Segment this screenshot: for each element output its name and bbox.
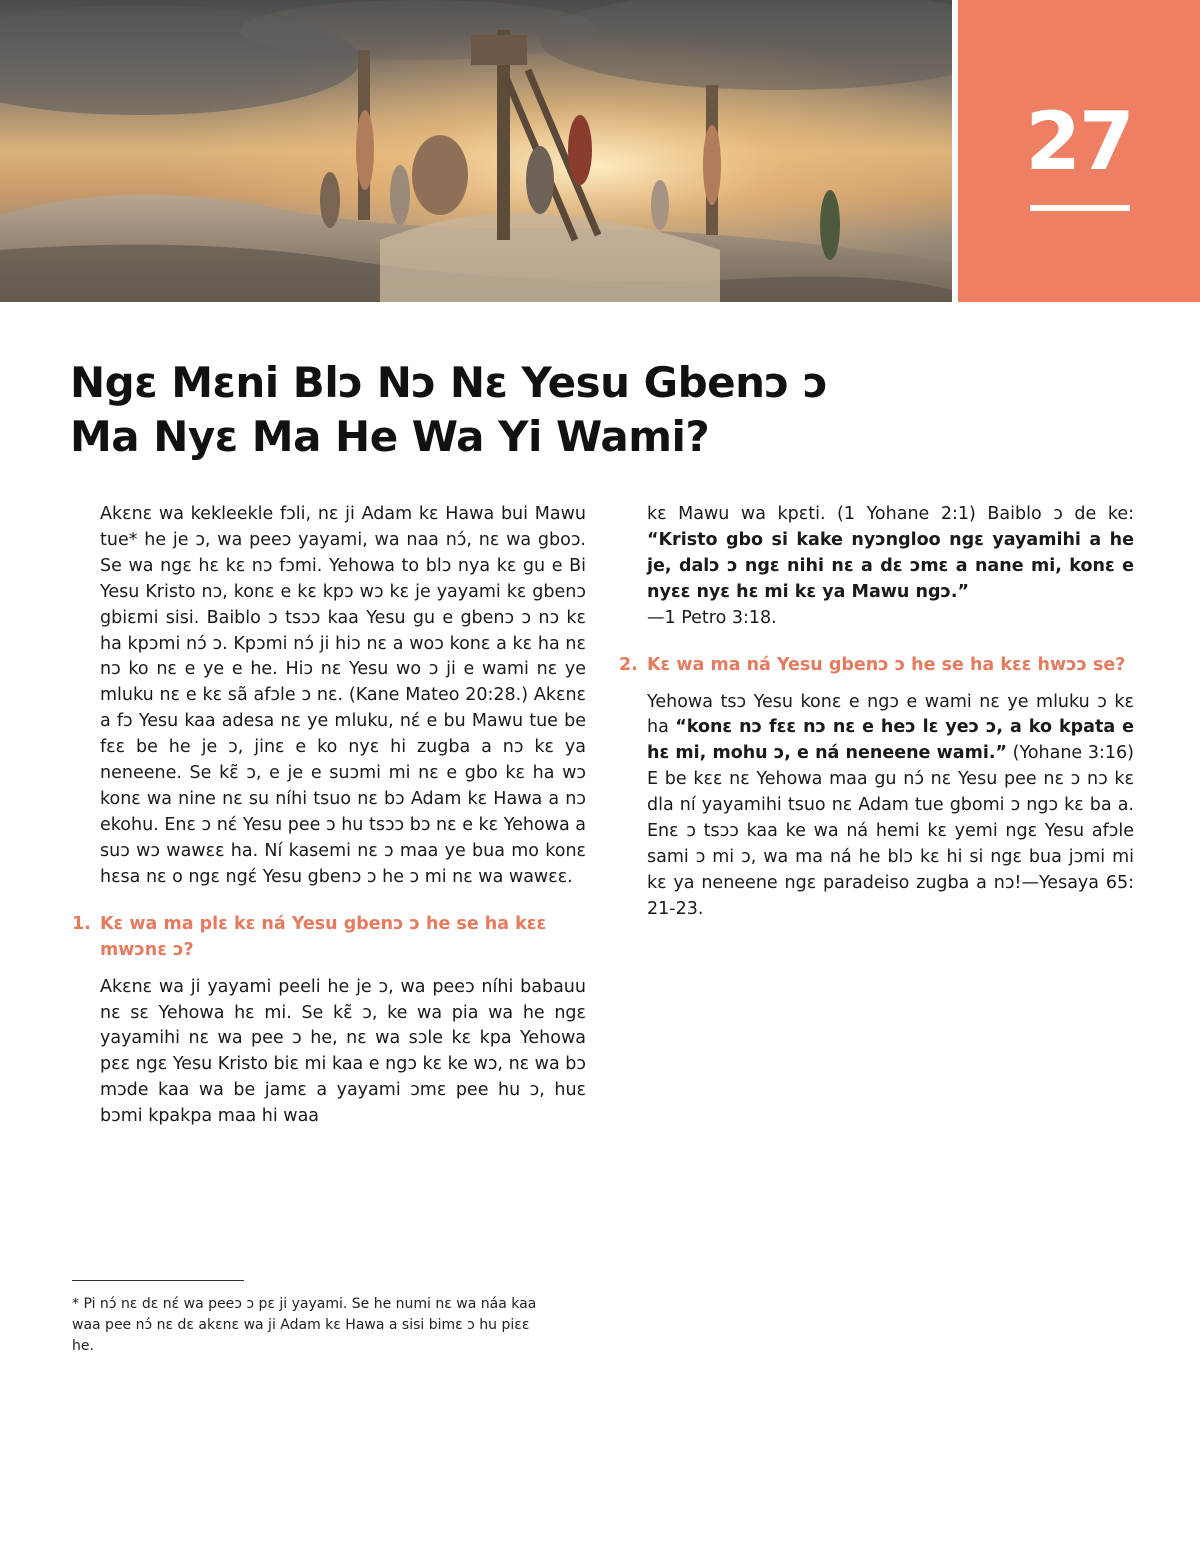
question-2-number: 2. [619, 654, 638, 675]
question-2-text: Kɛ wa ma ná Yesu gbenɔ ɔ he se ha kɛɛ hwɔɔ se? [647, 654, 1126, 675]
hero-image [0, 0, 952, 302]
crucifixion-scene-illustration [0, 0, 952, 302]
intro-paragraph [100, 502, 586, 891]
intro-text-part2: he je ɔ, wa peeɔ yayami, wa naa nɔ́, nɛ wa gboɔ. Se wa ngɛ hɛ kɛ nɔ fɔmi. Yehowa to blɔ nya kɛ gu e Bi Yesu Kristo nɔ, konɛ e kɛ kpɔ wɔ kɛ je yayami kɛ gbenɔ gbiɛmi sisi. Baiblo ɔ tsɔɔ kaa Yesu gu e gbenɔ ɔ nɔ kɛ ha kpɔmi nɔ́ ɔ. Kpɔmi nɔ́ ji hiɔ nɛ a woɔ konɛ a kɛ ha nɛ nɔ ko nɛ e ye e he. Hiɔ nɛ Yesu wo ɔ ji e wami nɛ ye mluku nɛ e kɛ sã afɔle ɔ nɛ. (Kane Mateo 20:28.) Akɛnɛ a fɔ Yesu kaa adesa nɛ ye mluku, nɛ́ e bu Mawu tue be fɛɛ be he je ɔ, jinɛ e ko nyɛ hi zugba a nɔ kɛ ya neneene. Se kɛ̃ ɔ, e je e suɔmi mi nɛ e gbo kɛ ha wɔ konɛ wa nine nɛ su níhi tsuo nɛ bɔ Adam kɛ Hawa a nɔ ekohu. Enɛ ɔ nɛ́ Yesu pee ɔ hu tsɔɔ bɔ nɛ e kɛ Yehowa a suɔ wɔ wawɛɛ ha. Ní kasemi nɛ ɔ maa ye bua mo konɛ hɛsa nɛ o ngɛ ngɛ́ Yesu gbenɔ ɔ he ɔ mi nɛ wa wawɛɛ. [100, 529, 586, 887]
scripture-quote-1: “Kristo gbo si kake nyɔngloo ngɛ yayamihi a he je, dalɔ ɔ ngɛ nihi nɛ a dɛ ɔmɛ a nane mi, konɛ e nyɛɛ nyɛ hɛ mi kɛ ya Mawu ngɔ.” [647, 529, 1134, 602]
question-2-heading [619, 652, 1134, 678]
page-title-line2: Ma Nyɛ Ma He Wa Yi Wami? [70, 412, 710, 461]
question-1-body: Akɛnɛ wa ji yayami peeli he je ɔ, wa peeɔ níhi babauu nɛ sɛ Yehowa hɛ mi. Se kɛ̃ ɔ, ke wa pia wa he ngɛ yayamihi nɛ wa pee ɔ he, nɛ wa sɔle kɛ kpa Yehowa pɛɛ ngɛ Yesu Kristo biɛ mi kaa e ngɔ kɛ ke wɔ, nɛ wa bɔ mɔde kaa wa be jamɛ a yayami ɔmɛ pee hu ɔ, huɛ bɔmi kpakpa maa hi waa [100, 976, 586, 1127]
question-2-body-pre: Yehowa tsɔ Yesu konɛ e ngɔ e wami nɛ ye mluku ɔ kɛ ha [647, 691, 1134, 738]
footnote-divider [72, 1280, 244, 1281]
lesson-number: 27 [1025, 95, 1133, 188]
scripture-quote-2: “konɛ nɔ fɛɛ nɔ nɛ e heɔ lɛ yeɔ ɔ, a ko kpata e hɛ mi, mohu ɔ, e ná neneene wami.” [647, 717, 1134, 764]
lesson-number-underline [1030, 205, 1130, 211]
intro-text-part1: Akɛnɛ wa kekleekle fɔli, nɛ ji Adam kɛ Hawa bui Mawu tue [100, 504, 586, 550]
scripture-ref-1[interactable]: —1 Petro 3:18. [647, 607, 777, 628]
question-1-body-cont: kɛ Mawu wa kpɛti. (1 Yohane 2:1) Baiblo ɔ de ke: [647, 504, 1134, 524]
footnote: * Pi nɔ́ nɛ dɛ nɛ́ wa peeɔ ɔ pɛ ji yayami. Se he numi nɛ wa náa kaa waa pee nɔ́ nɛ dɛ akɛnɛ wa ji Adam kɛ Hawa a sisi bimɛ ɔ hu piɛɛ he. [72, 1296, 537, 1354]
question-2-body [647, 690, 1134, 923]
lesson-number-box [958, 0, 1200, 302]
question-1-continued [647, 502, 1134, 632]
right-column [619, 502, 1134, 923]
question-2-body-post: (Yohane 3:16) E be kɛɛ nɛ Yehowa maa gu nɔ́ nɛ Yesu pee nɛ ɔ nɔ kɛ dla ní yayamihi tsuo nɛ Adam tue gbomi ɔ ngɔ kɛ ba a. Enɛ ɔ tsɔɔ kaa ke wa ná hemi kɛ yemi ngɛ Yesu afɔle sami ɔ mi ɔ, wa ma ná he blɔ kɛ hi si ngɛ bua jɔmi mi kɛ ya neneene ngɛ paradeiso zugba a nɔ!—Yesaya 65: 21-23. [647, 743, 1134, 919]
question-1-heading [72, 911, 586, 963]
page-title [70, 356, 930, 464]
question-1-text: Kɛ wa ma plɛ kɛ ná Yesu gbenɔ ɔ he se ha kɛɛ mwɔnɛ ɔ? [100, 913, 547, 960]
page-title-line1: Ngɛ Mɛni Blɔ Nɔ Nɛ Yesu Gbenɔ ɔ [70, 358, 828, 407]
footnote-marker[interactable]: * [128, 529, 138, 550]
left-column [72, 502, 586, 1130]
question-1-number: 1. [72, 913, 91, 934]
